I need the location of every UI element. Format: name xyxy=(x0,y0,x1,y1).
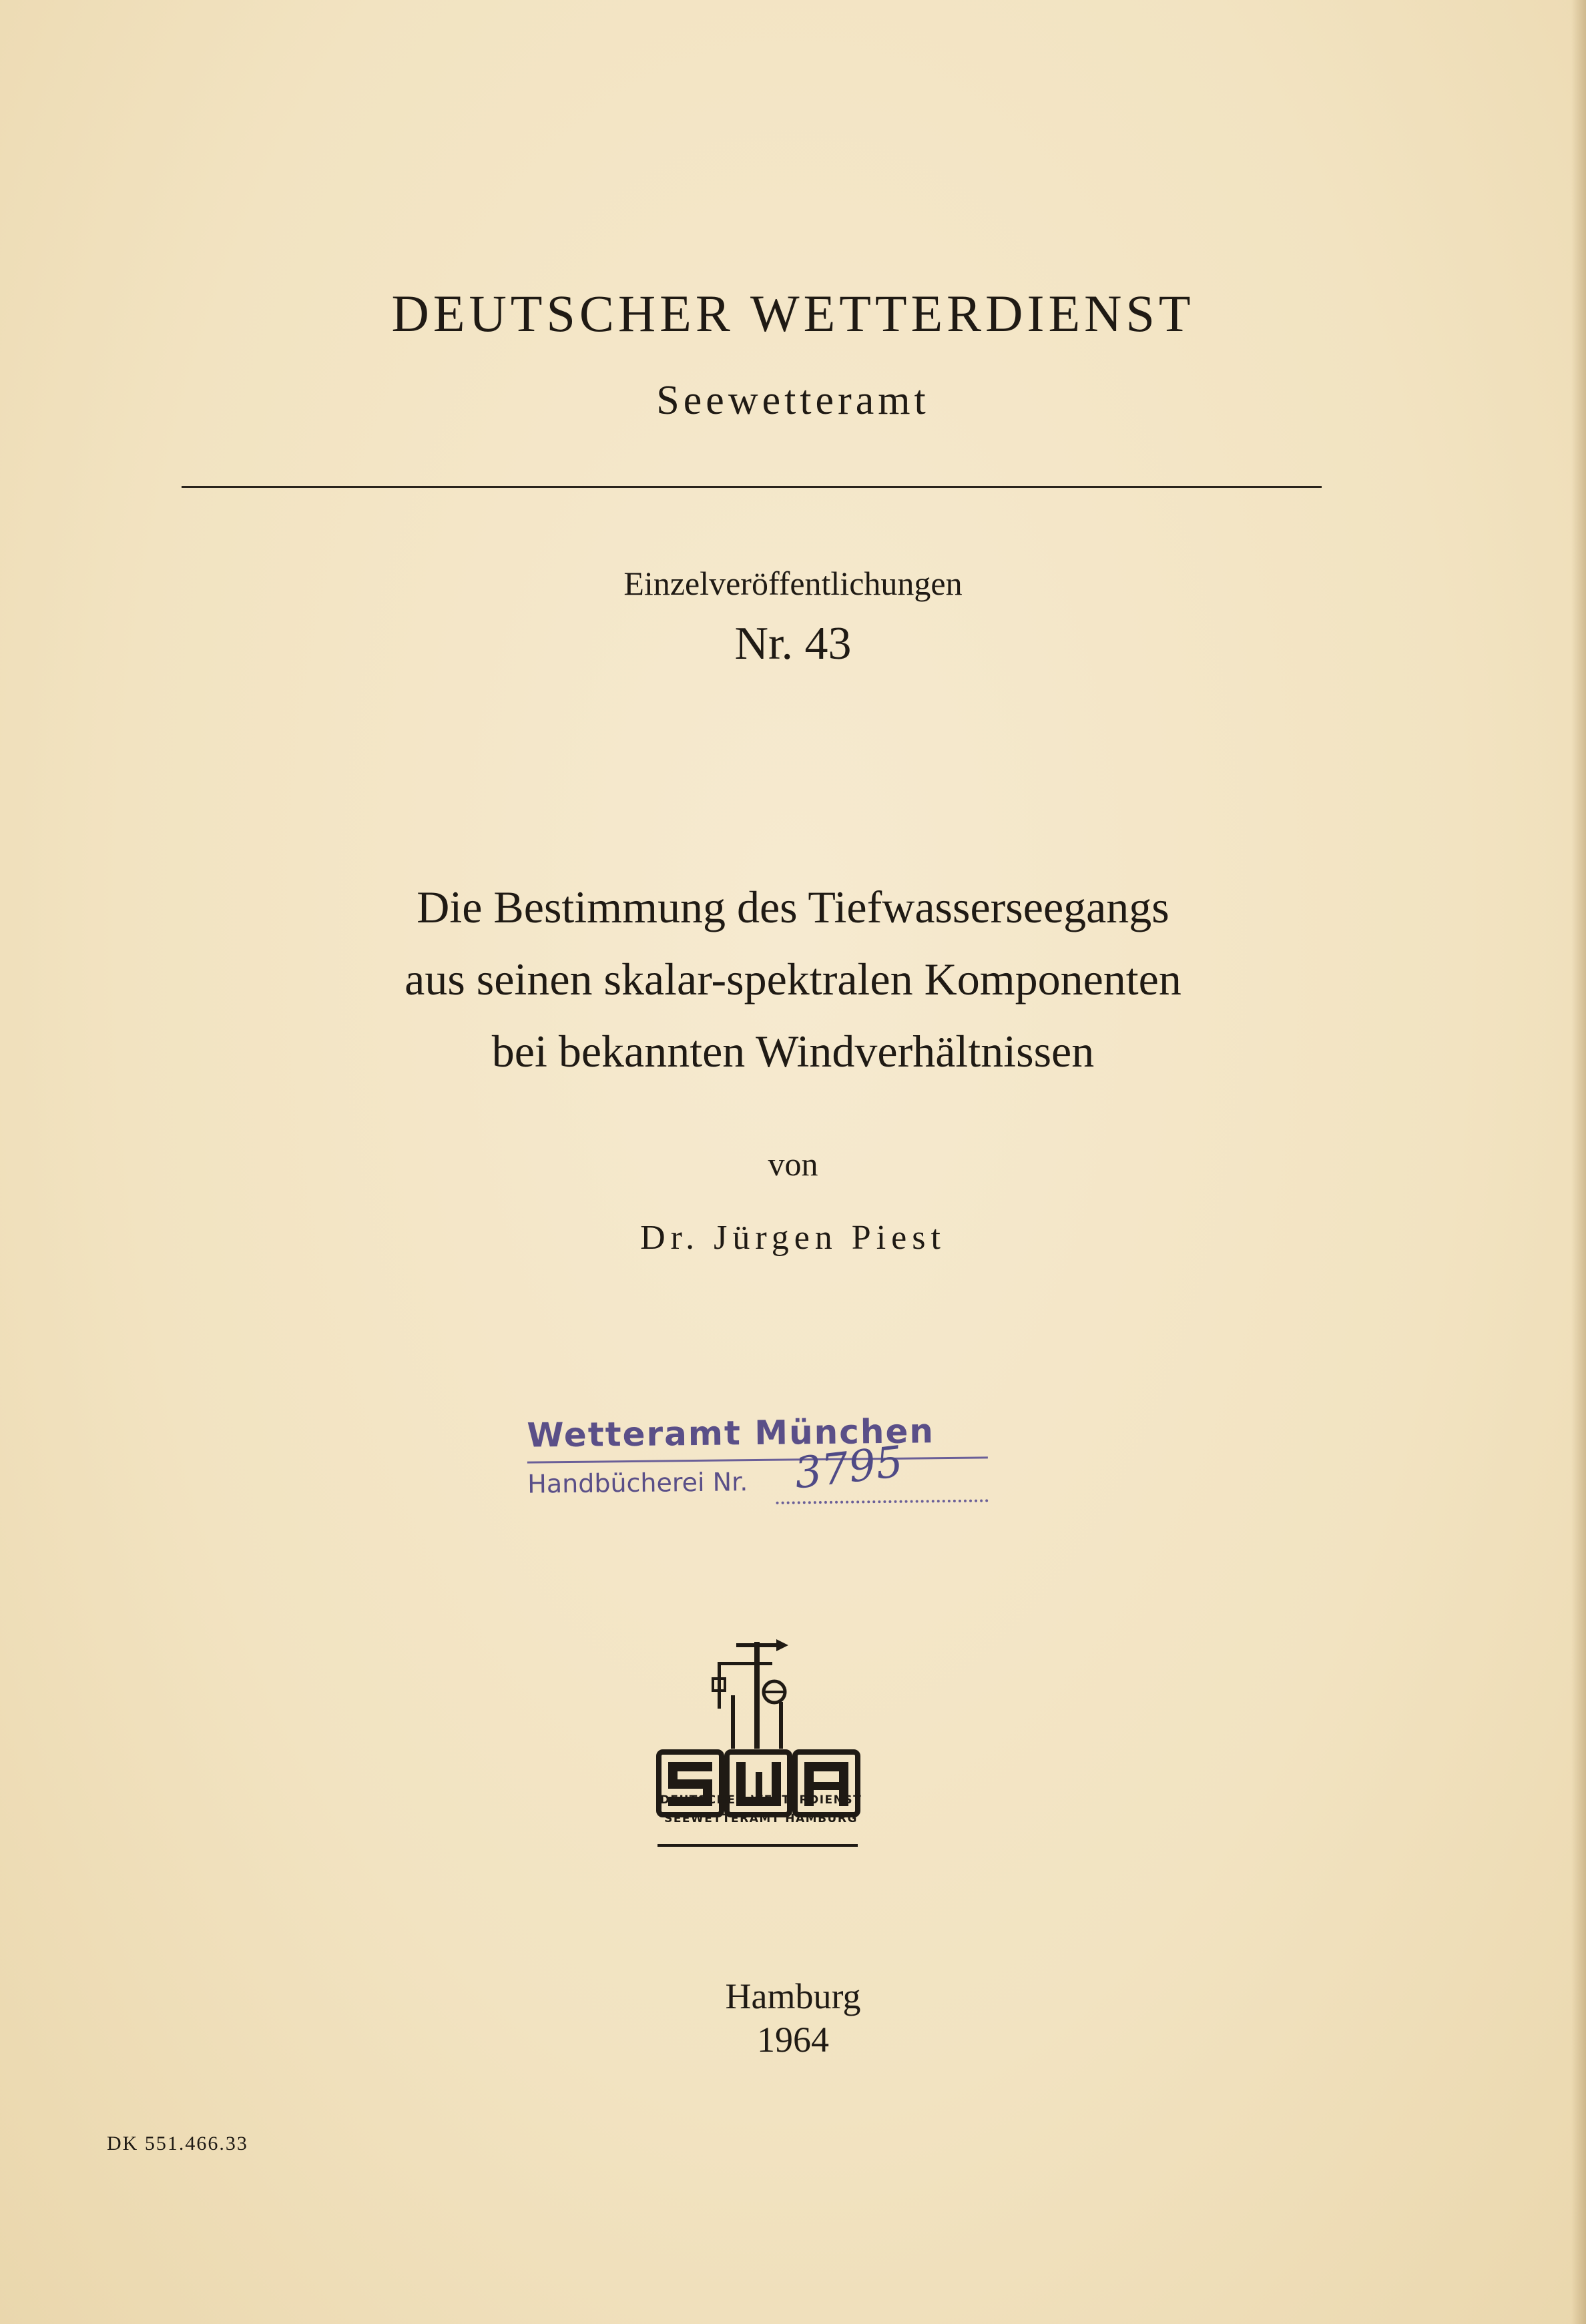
stamp-line-2: Handbücherei Nr. xyxy=(527,1467,748,1499)
logo-underline xyxy=(657,1844,858,1847)
stamp-handwritten-number: 3795 xyxy=(792,1437,906,1499)
logo-caption-line-1: DEUTSCHER WETTERDIENST xyxy=(659,1793,862,1807)
imprint-year: 1964 xyxy=(757,2020,829,2060)
classification-number: DK 551.466.33 xyxy=(107,2132,248,2154)
title-line-3: bei bekannten Windverhältnissen xyxy=(491,1026,1095,1077)
stamp-line-1: Wetteramt München xyxy=(527,1412,935,1455)
header-divider xyxy=(182,486,1322,488)
stamp-rule xyxy=(527,1456,988,1463)
organization-name: DEUTSCHER WETTERDIENST xyxy=(391,284,1195,342)
author-name: Dr. Jürgen Piest xyxy=(640,1219,946,1257)
series-number: Nr. 43 xyxy=(734,618,852,669)
logo-caption xyxy=(641,1791,881,1828)
title-line-2: aus seinen skalar-spektralen Komponenten xyxy=(405,954,1181,1004)
stamp-dotted-line xyxy=(776,1499,989,1504)
logo-caption-line-2: SEEWETTERAMT HAMBURG xyxy=(664,1812,858,1825)
department-name: Seewetteramt xyxy=(656,378,930,423)
library-stamp xyxy=(527,1411,989,1522)
imprint-place: Hamburg xyxy=(725,1976,861,2016)
series-label: Einzelveröffentlichungen xyxy=(623,565,963,602)
title-line-1: Die Bestimmung des Tiefwasserseegangs xyxy=(417,882,1169,932)
byline-von: von xyxy=(768,1145,818,1183)
document-title xyxy=(0,871,1586,1087)
